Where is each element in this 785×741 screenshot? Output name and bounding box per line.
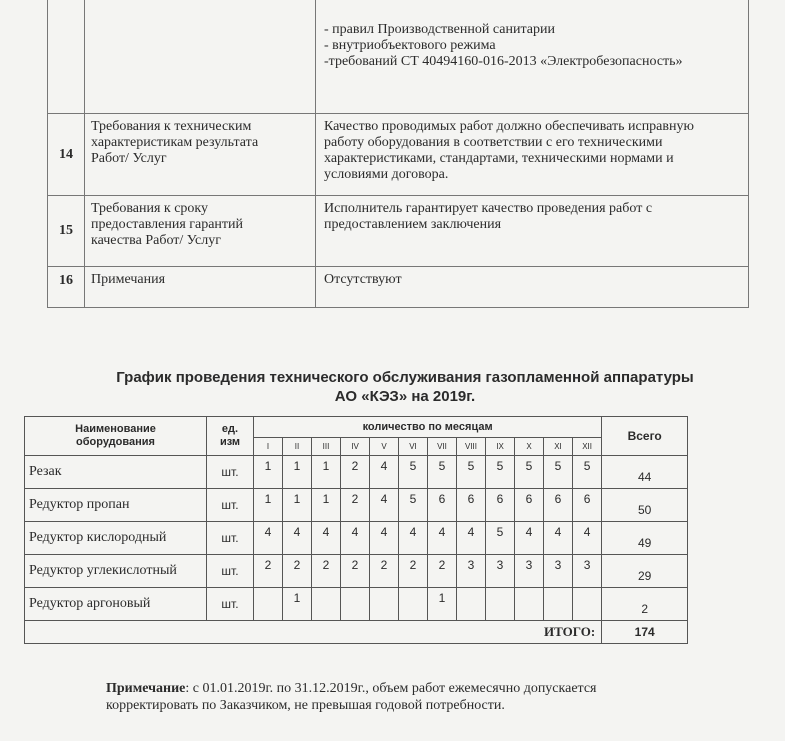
monthly-quantity: 6 [457, 489, 486, 522]
month-header: III [312, 438, 341, 456]
monthly-quantity: 1 [254, 489, 283, 522]
monthly-quantity: 1 [312, 489, 341, 522]
header-text: оборудования [76, 436, 155, 448]
schedule-row [25, 456, 688, 489]
monthly-quantity [544, 588, 573, 621]
monthly-quantity: 2 [341, 456, 370, 489]
requirement-name-line: Требования к сроку [91, 201, 209, 216]
requirement-value-line: условиями договора. [324, 167, 449, 182]
requirement-name-line: Требования к техническим [91, 119, 252, 134]
requirement-value-line: Отсутствуют [324, 272, 402, 287]
requirement-value-line: Исполнитель гарантирует качество проведения работ с [324, 201, 653, 216]
requirements-row-16 [48, 267, 749, 308]
monthly-quantity: 4 [254, 522, 283, 555]
monthly-quantity: 2 [399, 555, 428, 588]
monthly-quantity: 2 [312, 555, 341, 588]
continued-line: -требований СТ 40494160-016-2013 «Электробезопасность» [324, 54, 683, 69]
note-line-2: корректировать по Заказчиком, не превышая годовой потребности. [106, 698, 505, 713]
monthly-quantity: 6 [573, 489, 602, 522]
unit-cell: шт. [207, 588, 254, 621]
grand-total-label: ИТОГО: [25, 621, 602, 644]
row-total: 2 [602, 588, 688, 621]
monthly-quantity [254, 588, 283, 621]
monthly-quantity: 4 [399, 522, 428, 555]
equipment-name: Редуктор кислородный [25, 522, 207, 555]
monthly-quantity: 1 [283, 588, 312, 621]
requirement-value-line: характеристиками, стандартами, техническими нормами и [324, 151, 674, 166]
monthly-quantity: 2 [254, 555, 283, 588]
note-text: : с 01.01.2019г. по 31.12.2019г., объем работ ежемесячно допускается [185, 681, 597, 696]
unit-column-header [207, 417, 254, 456]
monthly-quantity: 3 [486, 555, 515, 588]
requirement-value-continued [316, 0, 749, 114]
equipment-name: Редуктор аргоновый [25, 588, 207, 621]
monthly-quantity: 4 [515, 522, 544, 555]
requirement-value-line: работу оборудования в соответствии с его техническими [324, 135, 663, 150]
monthly-quantity: 5 [428, 456, 457, 489]
monthly-quantity [457, 588, 486, 621]
requirements-row-15 [48, 196, 749, 267]
monthly-quantity: 4 [341, 522, 370, 555]
row-total: 50 [602, 489, 688, 522]
schedule-row [25, 489, 688, 522]
header-text: изм [219, 436, 241, 448]
monthly-quantity: 6 [515, 489, 544, 522]
monthly-quantity [486, 588, 515, 621]
monthly-quantity: 5 [544, 456, 573, 489]
requirement-value [316, 267, 749, 308]
monthly-quantity: 5 [573, 456, 602, 489]
total-column-header: Всего [602, 417, 688, 456]
unit-cell: шт. [207, 489, 254, 522]
schedule-title [60, 368, 750, 406]
month-header: XII [573, 438, 602, 456]
month-header: IX [486, 438, 515, 456]
month-header: V [370, 438, 399, 456]
requirements-row-continued [48, 0, 749, 114]
equipment-name: Редуктор пропан [25, 489, 207, 522]
unit-cell: шт. [207, 456, 254, 489]
row-number-empty [48, 0, 85, 114]
month-header: II [283, 438, 312, 456]
monthly-quantity: 1 [428, 588, 457, 621]
unit-cell: шт. [207, 555, 254, 588]
monthly-quantity: 5 [399, 489, 428, 522]
note-label: Примечание [106, 681, 186, 696]
schedule-note [106, 680, 746, 714]
requirement-name-line: предоставления гарантий [91, 217, 244, 232]
schedule-row [25, 522, 688, 555]
requirements-row-14 [48, 114, 749, 196]
grand-total-value: 174 [602, 621, 688, 644]
monthly-quantity: 2 [428, 555, 457, 588]
monthly-quantity: 1 [254, 456, 283, 489]
requirement-name-line: Примечания [91, 272, 166, 287]
monthly-quantity: 2 [341, 489, 370, 522]
row-number: 16 [48, 267, 85, 308]
equipment-column-header [25, 417, 207, 456]
monthly-quantity [573, 588, 602, 621]
requirement-name-line: характеристикам результата [91, 135, 259, 150]
monthly-quantity: 4 [573, 522, 602, 555]
schedule-row [25, 555, 688, 588]
monthly-quantity: 1 [312, 456, 341, 489]
equipment-name: Редуктор углекислотный [25, 555, 207, 588]
header-text: ед. [221, 423, 239, 435]
monthly-quantity [341, 588, 370, 621]
requirement-name-empty [85, 0, 316, 114]
maintenance-schedule-table [24, 416, 688, 644]
monthly-quantity: 2 [341, 555, 370, 588]
months-group-header: количество по месяцам [254, 417, 602, 438]
monthly-quantity: 4 [544, 522, 573, 555]
row-total: 44 [602, 456, 688, 489]
month-header: VII [428, 438, 457, 456]
monthly-quantity: 5 [486, 456, 515, 489]
monthly-quantity: 6 [428, 489, 457, 522]
monthly-quantity: 3 [515, 555, 544, 588]
monthly-quantity: 2 [370, 555, 399, 588]
requirement-name-line: Работ/ Услуг [91, 151, 167, 166]
requirement-name [85, 114, 316, 196]
monthly-quantity: 5 [457, 456, 486, 489]
month-header: VI [399, 438, 428, 456]
row-total: 29 [602, 555, 688, 588]
requirement-name [85, 267, 316, 308]
row-number: 15 [48, 196, 85, 267]
requirement-value [316, 196, 749, 267]
monthly-quantity: 4 [457, 522, 486, 555]
requirement-name-line: качества Работ/ Услуг [91, 233, 221, 248]
schedule-header-row [25, 417, 688, 438]
monthly-quantity: 3 [457, 555, 486, 588]
continued-line: - правил Производственной санитарии [324, 22, 555, 37]
schedule-row [25, 588, 688, 621]
monthly-quantity: 2 [283, 555, 312, 588]
schedule-title-line: График проведения технического обслуживания газопламенной аппаратуры [116, 369, 694, 386]
monthly-quantity: 4 [370, 522, 399, 555]
monthly-quantity [312, 588, 341, 621]
monthly-quantity: 5 [486, 522, 515, 555]
month-header: I [254, 438, 283, 456]
unit-cell: шт. [207, 522, 254, 555]
monthly-quantity: 3 [573, 555, 602, 588]
row-total: 49 [602, 522, 688, 555]
monthly-quantity [399, 588, 428, 621]
requirement-value-line: Качество проводимых работ должно обеспечивать исправную [324, 119, 694, 134]
schedule-title-line: АО «КЭЗ» на 2019г. [334, 388, 476, 405]
equipment-name: Резак [25, 456, 207, 489]
requirement-name [85, 196, 316, 267]
monthly-quantity [370, 588, 399, 621]
note-line-1 [106, 680, 746, 697]
requirement-value [316, 114, 749, 196]
monthly-quantity: 4 [428, 522, 457, 555]
monthly-quantity: 3 [544, 555, 573, 588]
requirements-table [47, 0, 749, 308]
monthly-quantity: 4 [283, 522, 312, 555]
monthly-quantity: 1 [283, 456, 312, 489]
month-header: XI [544, 438, 573, 456]
monthly-quantity: 6 [544, 489, 573, 522]
monthly-quantity: 5 [515, 456, 544, 489]
row-number: 14 [48, 114, 85, 196]
header-text: Наименование [75, 423, 156, 435]
requirement-value-line: предоставлением заключения [324, 217, 502, 232]
month-header: IV [341, 438, 370, 456]
monthly-quantity: 5 [399, 456, 428, 489]
continued-line: - внутриобъектового режима [324, 38, 496, 53]
month-header: VIII [457, 438, 486, 456]
month-header: X [515, 438, 544, 456]
monthly-quantity: 4 [370, 489, 399, 522]
monthly-quantity [515, 588, 544, 621]
grand-total-row [25, 621, 688, 644]
monthly-quantity: 4 [312, 522, 341, 555]
monthly-quantity: 4 [370, 456, 399, 489]
monthly-quantity: 6 [486, 489, 515, 522]
monthly-quantity: 1 [283, 489, 312, 522]
